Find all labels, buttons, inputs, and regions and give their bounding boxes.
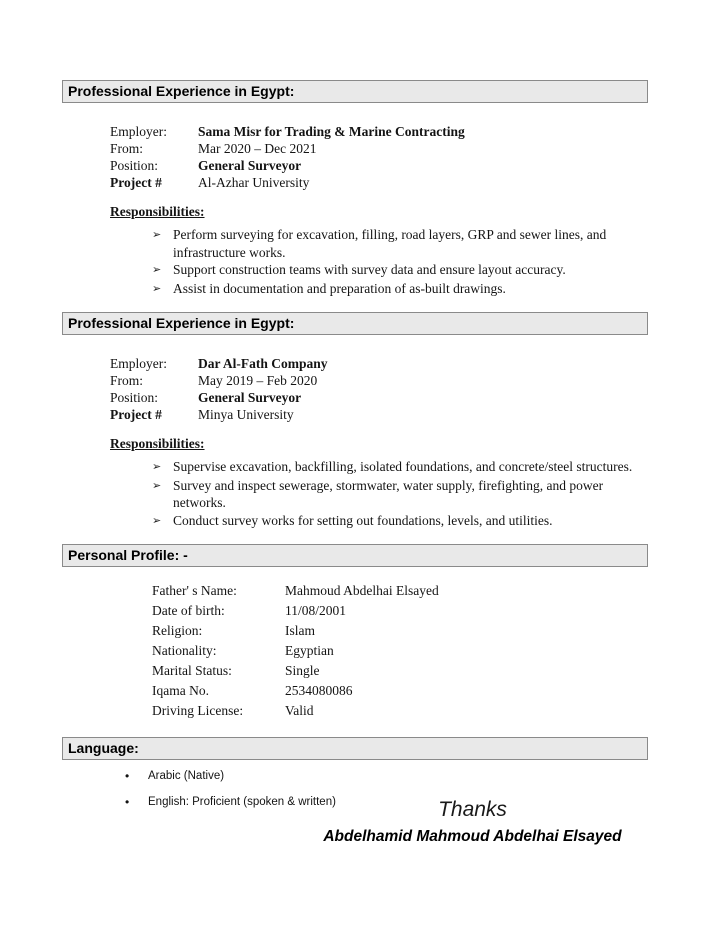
personal-profile-rows [152, 581, 648, 721]
language-text: Arabic (Native) [148, 770, 225, 782]
profile-value: Mahmoud Abdelhai Elsayed [285, 583, 439, 598]
experience-2-fields [110, 355, 648, 423]
profile-row [152, 661, 648, 681]
language-text: English: Proficient (spoken & written) [148, 796, 336, 808]
list-item [152, 261, 648, 280]
responsibilities-list [152, 226, 648, 298]
arrow-bullet-icon: ➢ [152, 229, 162, 241]
field-project [110, 174, 648, 191]
field-employer [110, 123, 648, 140]
profile-value: 11/08/2001 [285, 603, 347, 618]
list-item [152, 458, 648, 477]
responsibility-text: Survey and inspect sewerage, stormwater, water supply, firefighting, and power networks. [173, 477, 604, 510]
field-value: May 2019 – Feb 2020 [198, 373, 318, 388]
profile-label: Nationality: [152, 643, 217, 658]
section-title: Language: [68, 740, 139, 756]
profile-label: Driving License: [152, 703, 244, 718]
field-position [110, 389, 648, 406]
field-value: Mar 2020 – Dec 2021 [198, 141, 317, 156]
list-item [125, 768, 648, 784]
signature-name: Abdelhamid Mahmoud Abdelhai Elsayed [323, 828, 622, 845]
signature-thanks: Thanks [438, 798, 507, 821]
list-item [152, 477, 648, 512]
field-label: Project # [110, 175, 162, 190]
profile-value: Single [285, 663, 320, 678]
signature-block [300, 798, 645, 846]
section-header-personal-profile [62, 544, 648, 567]
arrow-bullet-icon: ➢ [152, 282, 162, 295]
field-value: Al-Azhar University [198, 175, 310, 190]
section-title: Professional Experience in Egypt: [68, 83, 295, 99]
profile-row [152, 621, 648, 641]
field-value: General Surveyor [198, 158, 302, 173]
profile-value: Valid [285, 703, 314, 718]
profile-row [152, 601, 648, 621]
experience-1-fields [110, 123, 648, 191]
field-label: From: [110, 141, 144, 156]
responsibility-text: Support construction teams with survey data and ensure layout accuracy. [173, 262, 566, 277]
responsibilities-block-1 [110, 203, 648, 298]
section-title: Professional Experience in Egypt: [68, 315, 295, 331]
field-employer [110, 355, 648, 372]
section-title: Personal Profile: - [68, 547, 188, 563]
list-item [152, 226, 648, 261]
field-value: Minya University [198, 407, 294, 422]
profile-row [152, 701, 648, 721]
responsibilities-title: Responsibilities: [110, 204, 205, 219]
arrow-bullet-icon: ➢ [152, 479, 162, 492]
profile-label: Iqama No. [152, 683, 209, 698]
section-header-experience-2 [62, 312, 648, 335]
field-label: Project # [110, 407, 162, 422]
responsibilities-block-2 [110, 435, 648, 530]
field-from [110, 372, 648, 389]
field-value: General Surveyor [198, 390, 302, 405]
responsibilities-title: Responsibilities: [110, 436, 205, 451]
profile-row [152, 641, 648, 661]
field-label: Employer: [110, 356, 167, 371]
profile-label: Religion: [152, 623, 203, 638]
arrow-bullet-icon: ➢ [152, 264, 162, 276]
profile-label: Father' s Name: [152, 583, 237, 598]
profile-value: Egyptian [285, 643, 334, 658]
field-position [110, 157, 648, 174]
section-header-experience-1 [62, 80, 648, 103]
field-label: From: [110, 373, 144, 388]
profile-value: Islam [285, 623, 315, 638]
profile-label: Date of birth: [152, 603, 225, 618]
profile-row [152, 681, 648, 701]
section-header-language [62, 737, 648, 760]
profile-value: 2534080086 [285, 683, 353, 698]
field-label: Position: [110, 390, 159, 405]
responsibility-text: Perform surveying for excavation, filling, road layers, GRP and sewer lines, and infrastructure works. [173, 227, 607, 260]
field-value: Sama Misr for Trading & Marine Contracting [198, 124, 465, 139]
arrow-bullet-icon: ➢ [152, 514, 162, 527]
resume-content [62, 80, 648, 820]
field-value: Dar Al-Fath Company [198, 356, 328, 371]
list-item [152, 512, 648, 531]
responsibilities-list [152, 458, 648, 530]
field-label: Employer: [110, 124, 167, 139]
arrow-bullet-icon: ➢ [152, 461, 162, 473]
dot-bullet-icon: • [125, 795, 130, 809]
field-label: Position: [110, 158, 159, 173]
field-project [110, 406, 648, 423]
list-item [152, 280, 648, 299]
dot-bullet-icon: • [125, 769, 130, 783]
profile-label: Marital Status: [152, 663, 232, 678]
responsibility-text: Supervise excavation, backfilling, isolated foundations, and concrete/steel structures. [173, 459, 633, 474]
profile-row [152, 581, 648, 601]
responsibility-text: Conduct survey works for setting out foundations, levels, and utilities. [173, 512, 553, 528]
field-from [110, 140, 648, 157]
responsibility-text: Assist in documentation and preparation of as-built drawings. [173, 280, 506, 296]
